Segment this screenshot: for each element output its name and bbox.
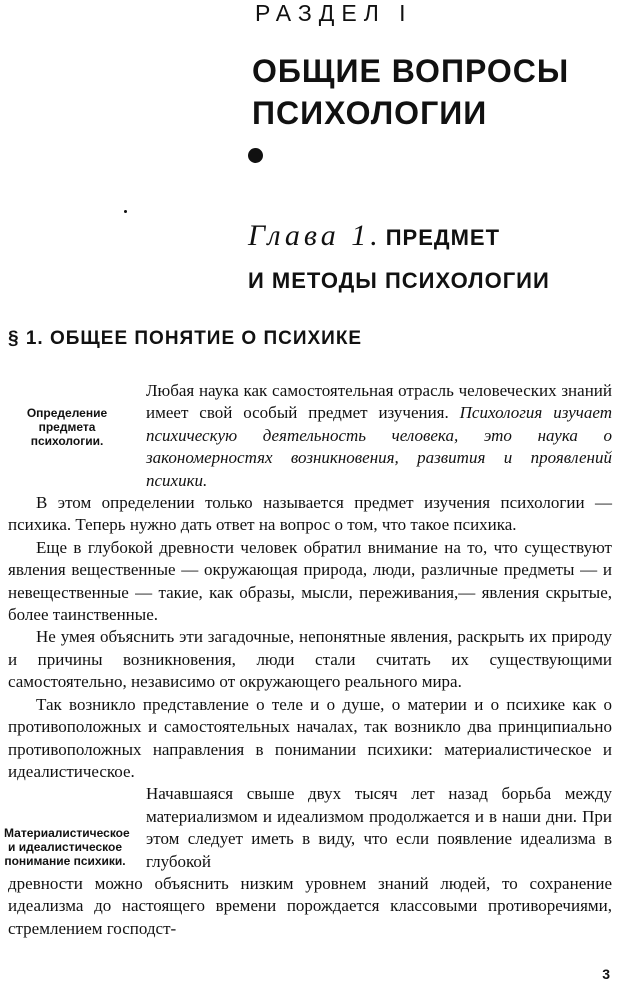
chapter-heading (248, 216, 608, 301)
section-title (252, 50, 592, 134)
chapter-title-line-2: И МЕТОДЫ ПСИХОЛОГИИ (248, 268, 550, 293)
chapter-label: Глава 1. (248, 219, 382, 252)
paragraph-2: В этом определении только называется предмет изучения психологии — психика. Теперь нужно дать ответ на вопрос о том, что такое психика. (8, 493, 612, 535)
section-label: РАЗДЕЛ I (255, 0, 413, 26)
paragraph-1-definition: Психология изучает психическую деятельность человека, это наука о закономерностях возникновения, развития и проявлений психики. (146, 403, 612, 490)
paragraph-6-continued: древности можно объяснить низким уровнем знаний людей, то сохранение идеализма до настоящего времени порождается классовыми противоречиями, стремлением господст- (8, 873, 612, 938)
paragraph-3: Еще в глубокой древности человек обратил внимание на то, что существуют явления вещественные — окружающая природа, люди, различные предметы — и невещественные — такие, как образы, мысли, переживания,— явления скрытые, более таинственные. (8, 537, 612, 625)
body-text (8, 380, 612, 940)
bullet-ornament (248, 148, 263, 163)
margin-note-materialism: Материалистическое и идеалистическое понимание психики. (4, 826, 130, 868)
section-title-line-2: ПСИХОЛОГИИ (252, 95, 488, 131)
paragraph-6: Начавшаяся свыше двух тысяч лет назад борьба между материализмом и идеализмом продолжается и в наши дни. При этом следует иметь в виду, что если появление идеализма в глубокой (146, 784, 612, 871)
chapter-title-line-1: ПРЕДМЕТ (385, 225, 501, 250)
section-title-line-1: ОБЩИЕ ВОПРОСЫ (252, 53, 570, 89)
page-number: 3 (602, 966, 610, 982)
paragraph-4: Не умея объяснить эти загадочные, непонятные явления, раскрыть их природу и причины возникновения, люди стали считать их существующими самостоятельно, независимо от окружающего реального мира. (8, 627, 612, 692)
print-speck (124, 210, 127, 213)
margin-note-definition: Определение предмета психологии. (26, 406, 108, 448)
paragraph-1-plain: Любая наука как самостоятельная отрасль человеческих знаний имеет свой особый предмет изучения. (146, 381, 612, 423)
paragraph-heading: § 1. ОБЩЕЕ ПОНЯТИЕ О ПСИХИКЕ (8, 328, 363, 349)
paragraph-5: Так возникло представление о теле и о душе, о материи и о психике как о противоположных и самостоятельных началах, так возникло два принципиально противоположных направления в понимании психики: материалистическое и идеалистическое. (8, 694, 612, 781)
paragraph-1 (146, 380, 612, 492)
